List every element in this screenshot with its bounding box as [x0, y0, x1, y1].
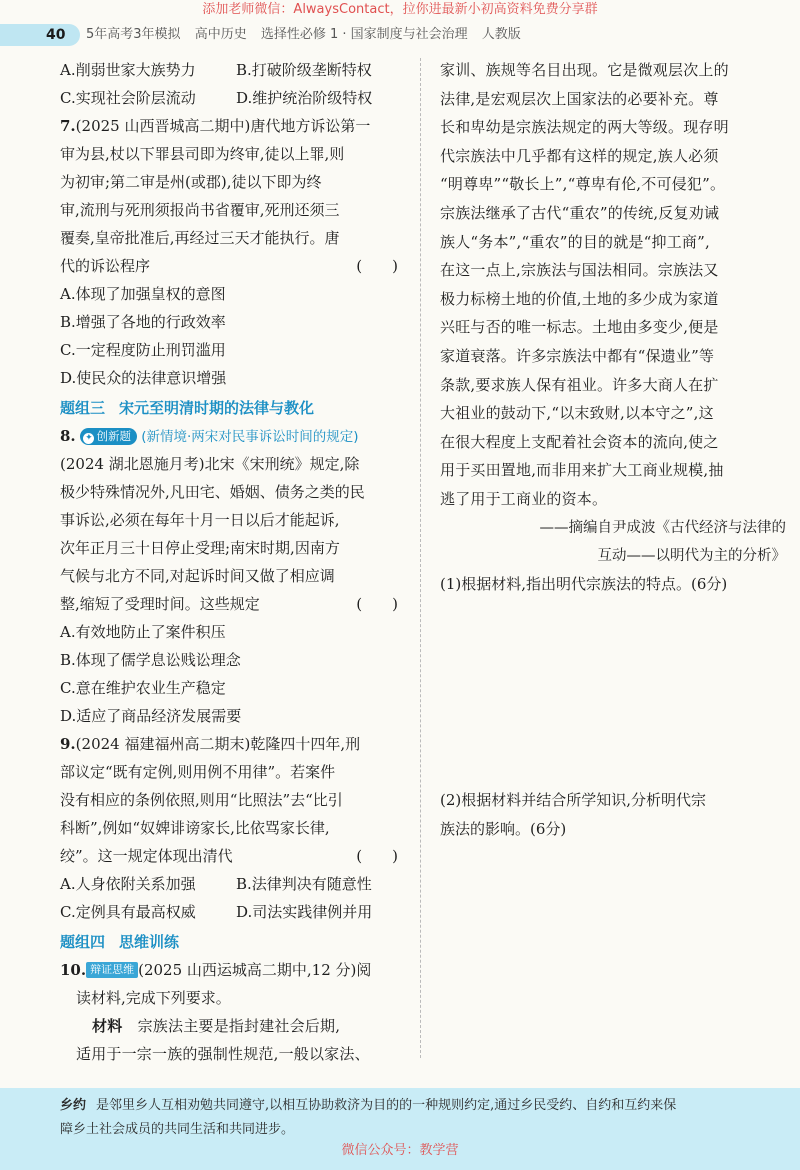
q8-line: 次年正月三十日停止受理;南宋时期,因南方: [60, 539, 340, 557]
dialectical-thinking-tag: 辩证思维: [86, 962, 138, 978]
question-10: [60, 956, 412, 1068]
series-name: 5年高考3年模拟: [86, 27, 181, 42]
q8-line: [60, 590, 412, 618]
material-label: 材料: [92, 1017, 123, 1035]
material-line: 家道衰落。许多宗族法中都有“保遗业”等: [440, 346, 715, 365]
material-line: 长和卑幼是宗族法规定的两大等级。现存明: [440, 118, 729, 137]
q6-option-a[interactable]: A.削弱世家大族势力: [60, 61, 196, 79]
q9-line: 没有相应的条例依照,则用“比照法”去“比引: [60, 791, 343, 809]
q9-options-row1: [60, 870, 412, 898]
group-3-label: 题组三: [60, 399, 106, 417]
group-4-title: [60, 928, 412, 956]
q10-text: (2025 山西运城高二期中,12 分)阅: [138, 961, 372, 979]
q10-number: 10.: [60, 961, 87, 979]
q8-line: 事诉讼,必须在每年十月一日以后才能起诉,: [60, 511, 340, 529]
group-3-title: [60, 394, 412, 422]
q7-line: 审为县,杖以下罪县司即为终审,徒以上罪,则: [60, 145, 345, 163]
q9-number: 9.: [60, 735, 76, 753]
q8-answer-bracket[interactable]: ( ): [356, 595, 398, 613]
question-7: [60, 112, 412, 392]
q6-option-d[interactable]: D.维护统治阶级特权: [236, 89, 373, 107]
source-line: ——摘编自尹成波《古代经济与法律的: [539, 519, 786, 536]
q8-tag: [80, 429, 358, 445]
q8-option-a[interactable]: A.有效地防止了案件积压: [60, 623, 226, 641]
footer-line: 障乡土社会成员的共同生活和共同进步。: [60, 1122, 295, 1137]
q6-options-row2: [60, 84, 412, 112]
q10-material-line: [60, 1012, 412, 1040]
q9-line: 部议定“既有定例,则用例不用律”。若案件: [60, 763, 336, 781]
q9-options-row2: [60, 898, 412, 926]
sub-question-2: [440, 786, 786, 843]
material-line: 法律,是宏观层次上国家法的必要补充。尊: [440, 89, 719, 108]
answer-area-2[interactable]: [440, 843, 786, 1003]
q7-option-c[interactable]: C.一定程度防止刑罚滥用: [60, 341, 226, 359]
material-text: 宗族法主要是指封建社会后期,: [137, 1017, 341, 1035]
q7-option-b[interactable]: B.增强了各地的行政效率: [60, 313, 226, 331]
page-header: [0, 24, 800, 46]
q8-line: (2024 湖北恩施月考)北宋《宋刑统》规定,除: [60, 455, 360, 473]
question-8: [60, 422, 412, 730]
q7-number: 7.: [60, 117, 76, 135]
q8-option-c[interactable]: C.意在维护农业生产稳定: [60, 679, 226, 697]
subject-name: 高中历史: [194, 27, 247, 42]
q9-option-d[interactable]: D.司法实践律例并用: [236, 903, 373, 921]
q6-options-row1: [60, 56, 412, 84]
q7-option-d[interactable]: D.使民众的法律意识增强: [60, 369, 227, 387]
material-line: 大祖业的鼓动下,“以末致财,以本守之”,这: [440, 404, 714, 423]
q6-option-b[interactable]: B.打破阶级垄断特权: [236, 61, 372, 79]
material-source: [440, 514, 786, 570]
q8-line: 极少特殊情况外,凡田宅、婚姻、债务之类的民: [60, 483, 365, 501]
column-divider: [420, 58, 421, 1058]
material-line: 代宗族法中几乎都有这样的规定,族人必须: [440, 146, 719, 165]
material-line: 逃了用于工商业的资本。: [440, 489, 608, 508]
q8-line: 气候与北方不同,对起诉时间又做了相应调: [60, 567, 335, 585]
left-column: [60, 56, 412, 1068]
footer-line: 是邻里乡人互相劝勉共同遵守,以相互协助救济为目的的一种规则约定,通过乡民受约、自约和互约来保: [96, 1098, 677, 1113]
q7-text: 代的诉讼程序: [60, 257, 151, 275]
material-line: 条款,要求族人保有祖业。许多大商人在扩: [440, 375, 719, 394]
innovation-badge: [80, 428, 137, 445]
q10-line: 读材料,完成下列要求。: [76, 989, 231, 1007]
material-continuation: [440, 56, 786, 514]
right-column: [440, 56, 786, 1003]
q9-option-b[interactable]: B.法律判决有随意性: [236, 875, 372, 893]
q6-option-c[interactable]: C.实现社会阶层流动: [60, 89, 196, 107]
source-line: 互动——以明代为主的分析》: [597, 547, 786, 564]
group-4-label: 题组四: [60, 933, 106, 951]
q10-line: [60, 956, 412, 984]
footer-note: [60, 1094, 740, 1142]
q8-header: [60, 422, 412, 450]
bottom-watermark: 微信公众号：教学营: [341, 1143, 459, 1158]
q9-text: (2024 福建福州高二期末)乾隆四十四年,刑: [75, 735, 361, 753]
q8-number: 8.: [60, 427, 76, 445]
q7-answer-bracket[interactable]: ( ): [356, 257, 398, 275]
footer-term: 乡约: [60, 1098, 87, 1113]
header-bar: [0, 24, 80, 46]
sub-question-1: (1)根据材料,指出明代宗族法的特点。(6分): [440, 574, 728, 593]
material-line: 在这一点上,宗族法与国法相同。宗族法又: [440, 261, 719, 280]
badge-label: 创新题: [96, 429, 131, 443]
sub-question-2-line: (2)根据材料并结合所学知识,分析明代宗: [440, 791, 707, 810]
header-meta: [86, 24, 531, 46]
lightbulb-icon: ✦: [85, 433, 93, 443]
q7-line: [60, 112, 412, 140]
q9-answer-bracket[interactable]: ( ): [356, 847, 398, 865]
material-line: 宗族法继承了古代“重农”的传统,反复劝诫: [440, 203, 720, 222]
top-watermark: 添加老师微信：AlwaysContact，拉你进最新小初高资料免费分享群: [202, 2, 598, 17]
q9-line: 科断”,例如“奴婢诽谤家长,比依骂家长律,: [60, 819, 330, 837]
material-line: 极力标榜土地的价值,土地的多少成为家道: [440, 289, 719, 308]
q9-line: [60, 730, 412, 758]
material-line: 族人“务本”,“重农”的目的就是“抑工商”,: [440, 232, 710, 251]
edition-name: 人教版: [481, 27, 521, 42]
sub-question-2-line: 族法的影响。(6分): [440, 819, 567, 838]
q8-text: 整,缩短了受理时间。这些规定: [60, 595, 260, 613]
q9-text: 绞”。这一规定体现出清代: [60, 847, 233, 865]
material-line: 在很大程度上支配着社会资本的流向,使之: [440, 432, 719, 451]
q8-option-b[interactable]: B.体现了儒学息讼贱讼理念: [60, 651, 241, 669]
group-3-name: 宋元至明清时期的法律与教化: [119, 399, 315, 417]
material-line: “明尊卑”“敬长上”,“尊卑有伦,不可侵犯”。: [440, 175, 726, 194]
q8-context-tag: (新情境·两宋对民事诉讼时间的规定): [141, 429, 359, 445]
material-line: 家训、族规等名目出现。它是微观层次上的: [440, 61, 729, 79]
q10-material-line: 适用于一宗一族的强制性规范,一般以家法、: [76, 1045, 370, 1063]
q7-option-a[interactable]: A.体现了加强皇权的意图: [60, 285, 226, 303]
q7-line: 为初审;第二审是州(或郡),徒以下即为终: [60, 173, 322, 191]
q7-line: 审,流刑与死刑须报尚书省覆审,死刑还须三: [60, 201, 340, 219]
material-line: 用于买田置地,而非用来扩大工商业规模,抽: [440, 461, 724, 480]
material-line: 兴旺与否的唯一标志。土地由多变少,便是: [440, 318, 719, 337]
question-9: [60, 730, 412, 926]
q9-option-c[interactable]: C.定例具有最高权威: [60, 903, 196, 921]
q9-option-a[interactable]: A.人身依附关系加强: [60, 875, 196, 893]
q7-text: (2025 山西晋城高二期中)唐代地方诉讼第一: [75, 117, 371, 135]
q7-line: 覆奏,皇帝批准后,再经过三天才能执行。唐: [60, 229, 340, 247]
answer-area-1[interactable]: [440, 598, 786, 786]
group-4-name: 思维训练: [119, 933, 180, 951]
book-name: 选择性必修 1 · 国家制度与社会治理: [260, 27, 468, 42]
q9-line: [60, 842, 412, 870]
page-number: 40: [46, 27, 66, 43]
q7-line: [60, 252, 412, 280]
q8-option-d[interactable]: D.适应了商品经济发展需要: [60, 707, 242, 725]
